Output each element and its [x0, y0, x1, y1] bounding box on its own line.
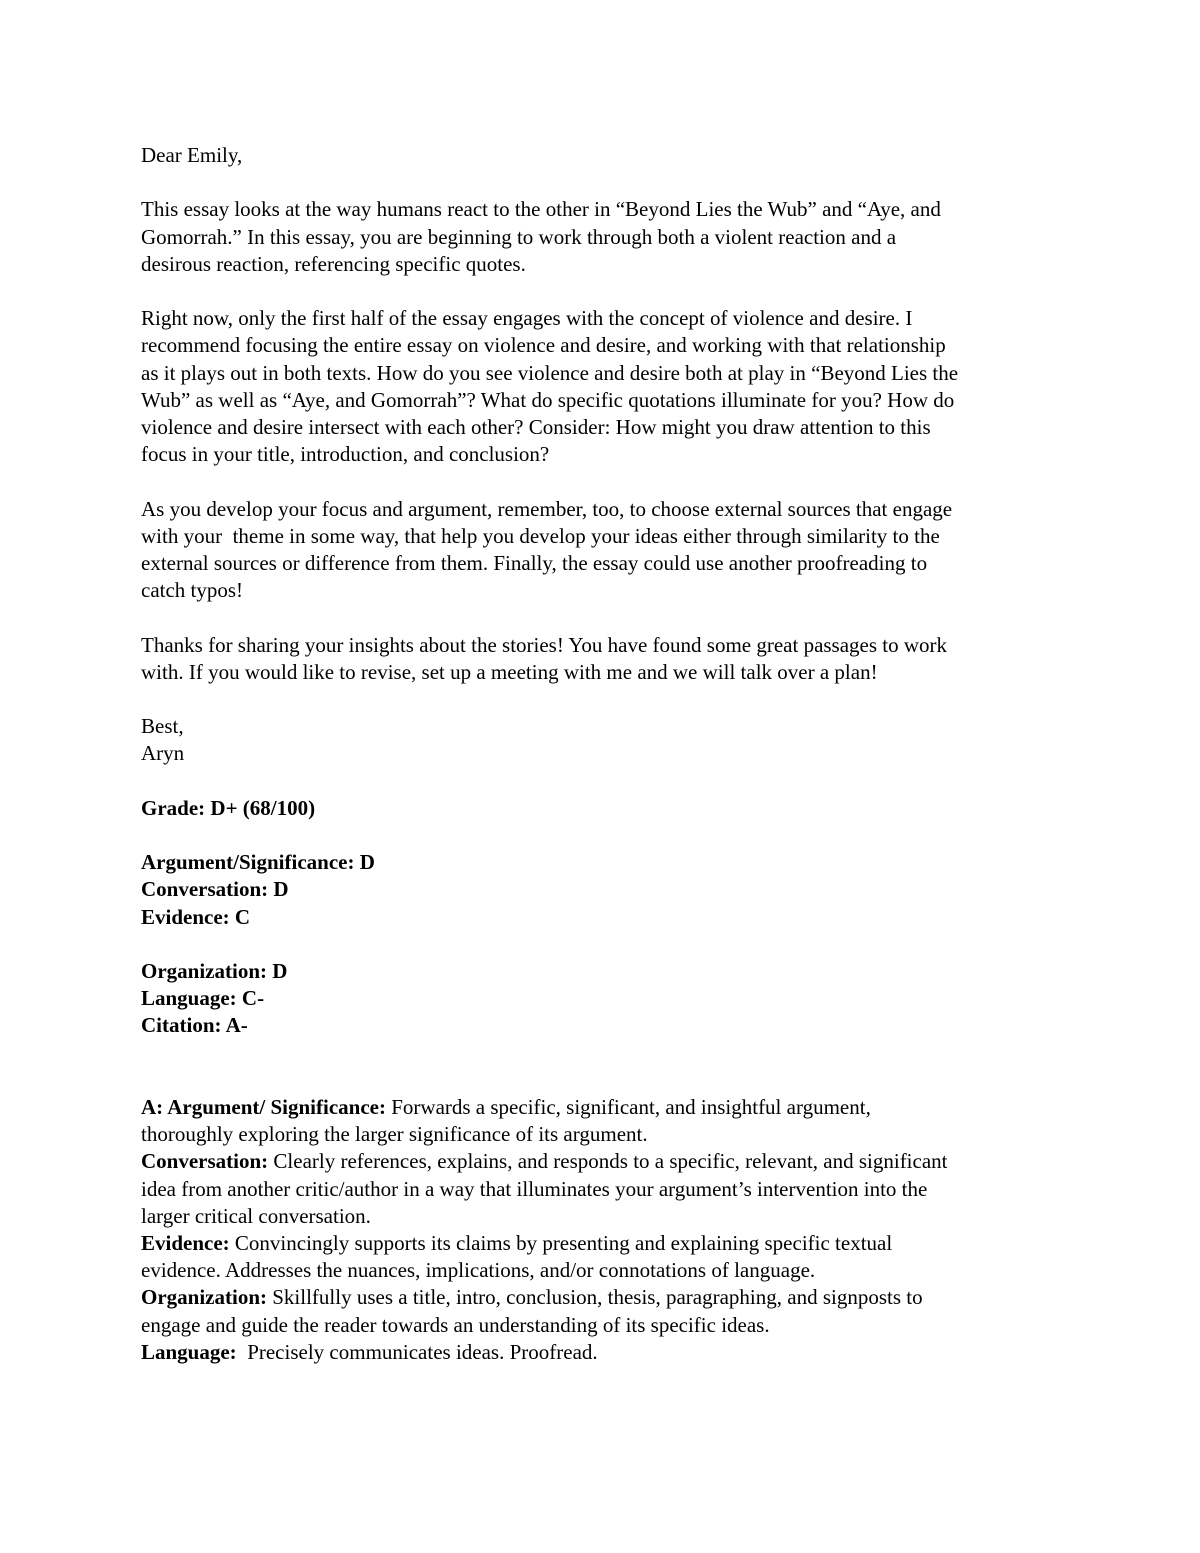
paragraph-thanks [141, 632, 1071, 686]
text-line: catch typos! [141, 578, 244, 603]
rubric-text: Convincingly supports its claims by presenting and explaining specific textual [229, 1230, 893, 1255]
text-line: as it plays out in both texts. How do you see violence and desire both at play in “Beyond Lies the [141, 360, 959, 385]
text-line: This essay looks at the way humans react to the other in “Beyond Lies the Wub” and “Aye, and [141, 197, 941, 222]
rubric-line: idea from another critic/author in a way that illuminates your argument’s intervention into the [141, 1176, 928, 1201]
rubric-line [141, 1148, 1071, 1175]
grade-item: Organization: D [141, 958, 288, 983]
grade-item: Argument/Significance: D [141, 850, 375, 875]
rubric-term-argument: A: Argument/ Significance: [141, 1094, 386, 1119]
rubric-line [141, 1339, 1071, 1366]
grade-item: Language: C- [141, 986, 265, 1011]
rubric-line: thoroughly exploring the larger significance of its argument. [141, 1122, 648, 1147]
text-line: violence and desire intersect with each other? Consider: How might you draw attention to this [141, 415, 931, 439]
feedback-letter [141, 142, 1071, 1366]
rubric-text: Forwards a specific, significant, and insightful argument, [385, 1094, 871, 1119]
paragraph-sources [141, 496, 1071, 605]
rubric-term-organization: Organization: [141, 1285, 267, 1310]
sign-off [141, 713, 1071, 767]
rubric-text: Skillfully uses a title, intro, conclusion, thesis, paragraphing, and signposts to [267, 1285, 923, 1310]
overall-grade [141, 795, 1071, 822]
text-line: Thanks for sharing your insights about the stories! You have found some great passages to work [141, 632, 948, 657]
grade-item: Citation: A- [141, 1013, 248, 1038]
grade-item: Evidence: C [141, 904, 251, 929]
text-line: with. If you would like to revise, set up a meeting with me and we will talk over a plan! [141, 659, 878, 684]
grade-item: Conversation: D [141, 877, 289, 902]
grade-breakdown-2 [141, 958, 1071, 1040]
grade-breakdown-1 [141, 849, 1071, 931]
overall-grade-text: Grade: D+ (68/100) [141, 795, 316, 820]
rubric-term-conversation: Conversation: [141, 1149, 269, 1174]
text-line: external sources or difference from them. Finally, the essay could use another proofreading to [141, 551, 928, 575]
rubric-line [141, 1284, 1071, 1311]
text-line: focus in your title, introduction, and conclusion? [141, 442, 550, 467]
rubric-line: engage and guide the reader towards an understanding of its specific ideas. [141, 1312, 770, 1337]
text-line: Right now, only the first half of the essay engages with the concept of violence and desire. I [141, 306, 913, 331]
paragraph-recommendation [141, 305, 1071, 468]
text-line: with your theme in some way, that help you develop your ideas either through similarity to the [141, 523, 940, 548]
rubric-line: evidence. Addresses the nuances, implications, and/or connotations of language. [141, 1258, 816, 1283]
rubric-line [141, 1230, 1071, 1257]
rubric-term-evidence: Evidence: [141, 1230, 230, 1255]
salutation-text: Dear Emily, [141, 143, 243, 167]
text-line: recommend focusing the entire essay on violence and desire, and working with that relationship [141, 333, 946, 358]
rubric [141, 1094, 1071, 1366]
closing: Best, [141, 714, 184, 739]
rubric-text: Precisely communicates ideas. Proofread. [236, 1339, 598, 1364]
salutation [141, 142, 1071, 169]
text-line: desirous reaction, referencing specific quotes. [141, 251, 526, 276]
rubric-line [141, 1094, 1071, 1121]
text-line: As you develop your focus and argument, remember, too, to choose external sources that engage [141, 496, 953, 521]
signature: Aryn [141, 741, 185, 766]
paragraph-summary [141, 196, 1071, 278]
text-line: Wub” as well as “Aye, and Gomorrah”? What do specific quotations illuminate for you? How do [141, 387, 955, 412]
rubric-text: Clearly references, explains, and responds to a specific, relevant, and significant [268, 1149, 948, 1174]
text-line: Gomorrah.” In this essay, you are beginning to work through both a violent reaction and a [141, 224, 897, 249]
rubric-line: larger critical conversation. [141, 1203, 371, 1228]
rubric-term-language: Language: [141, 1339, 237, 1364]
